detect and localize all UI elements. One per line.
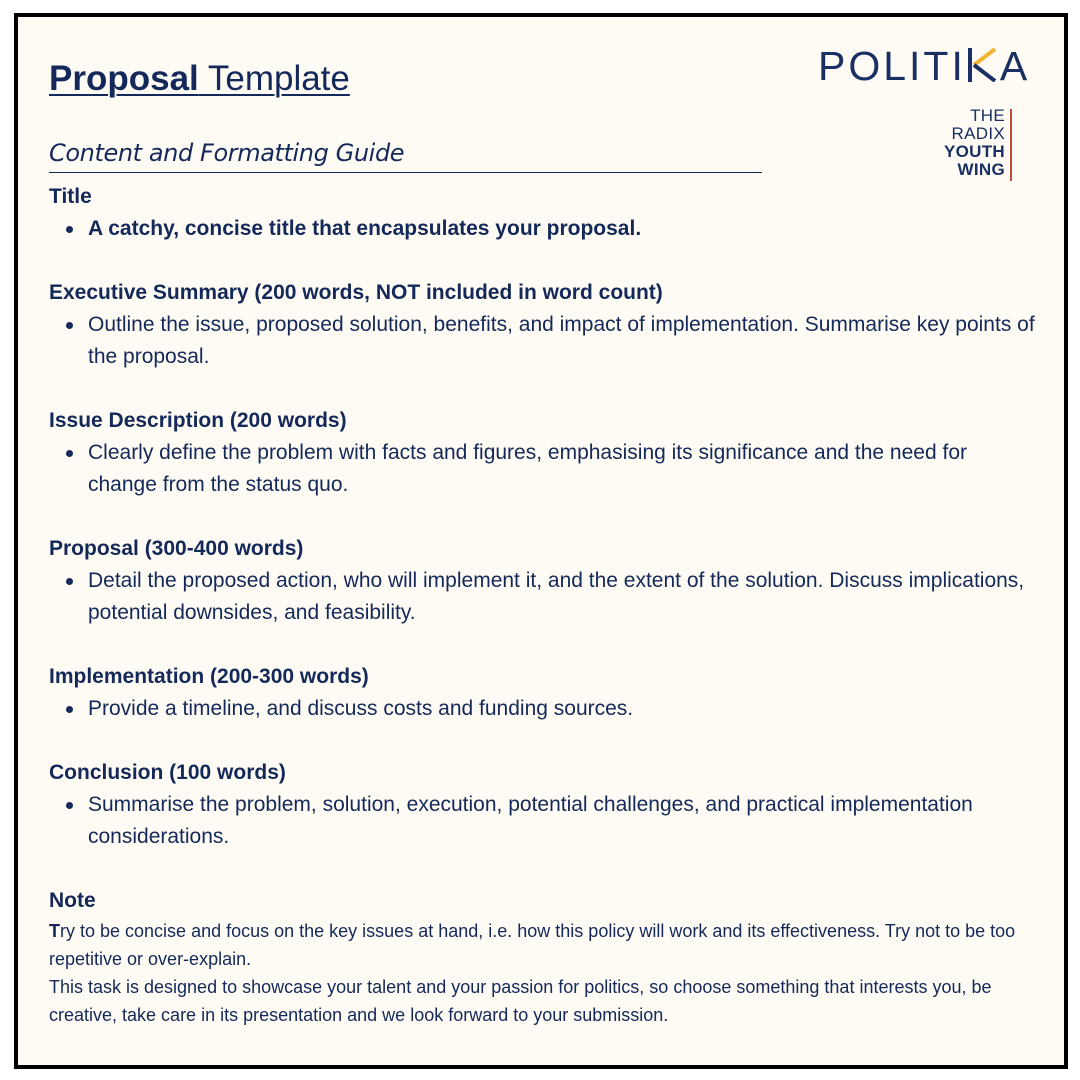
bullet-text: Outline the issue, proposed solution, benefits, and impact of implementation. Summarise key points of the proposal. xyxy=(88,313,1035,368)
logo-line-wing: WING xyxy=(957,160,1005,179)
logo-k-mark xyxy=(968,48,998,82)
bullet-text: Detail the proposed action, who will implement it, and the extent of the solution. Discuss implications, potential downsides, and feasibility. xyxy=(88,569,1025,624)
bullet-dot-icon xyxy=(66,450,73,457)
section-heading: Title xyxy=(49,185,92,208)
subtitle: Content and Formatting Guide xyxy=(49,137,762,173)
bullet-item xyxy=(49,309,1039,373)
note-paragraph: This task is designed to showcase your talent and your passion for politics, so choose something that interests you, be creative, take care in its presentation and we look forward to your submission. xyxy=(49,977,992,1025)
note-heading: Note xyxy=(49,889,96,912)
bullet-dot-icon xyxy=(66,802,73,809)
bullet-item xyxy=(49,213,1039,245)
section-heading: Conclusion (100 words) xyxy=(49,761,286,784)
bullet-list xyxy=(49,213,1039,245)
politika-logo xyxy=(818,43,1038,183)
bullet-text: Provide a timeline, and discuss costs and funding sources. xyxy=(88,697,634,720)
logo-line-the: THE xyxy=(970,106,1005,125)
page-title-bold: Proposal xyxy=(49,59,199,98)
logo-divider-bar xyxy=(1010,109,1012,181)
note-paragraph xyxy=(49,917,1039,973)
guide-content xyxy=(49,181,1039,1029)
bullet-list xyxy=(49,309,1039,373)
note-paragraph-text: ry to be concise and focus on the key issues at hand, i.e. how this policy will work and its effectiveness. Try not to be too repetitive or over-explain. xyxy=(49,921,1016,969)
bullet-list xyxy=(49,789,1039,853)
logo-subtext xyxy=(944,107,1005,179)
bullet-item xyxy=(49,693,1039,725)
note-first-letter: T xyxy=(49,921,60,941)
section-proposal xyxy=(49,533,1039,629)
bullet-dot-icon xyxy=(66,706,73,713)
bullet-text: A catchy, concise title that encapsulates your proposal. xyxy=(88,217,642,240)
section-issue-description xyxy=(49,405,1039,501)
document-page xyxy=(14,13,1068,1069)
logo-line-radix: RADIX xyxy=(951,124,1005,143)
logo-line-youth: YOUTH xyxy=(944,142,1005,161)
section-conclusion xyxy=(49,757,1039,853)
section-executive-summary xyxy=(49,277,1039,373)
bullet-list xyxy=(49,437,1039,501)
section-note xyxy=(49,885,1039,1029)
section-heading: Implementation (200-300 words) xyxy=(49,665,369,688)
page-title xyxy=(49,59,350,99)
bullet-item xyxy=(49,437,1039,501)
bullet-text: Clearly define the problem with facts and figures, emphasising its significance and the need for change from the status quo. xyxy=(88,441,967,496)
bullet-list xyxy=(49,565,1039,629)
logo-wordmark xyxy=(818,43,1030,89)
bullet-item xyxy=(49,789,1039,853)
logo-word-end: A xyxy=(999,43,1031,89)
section-heading: Proposal (300-400 words) xyxy=(49,537,304,560)
section-implementation xyxy=(49,661,1039,725)
page-title-rest: Template xyxy=(198,59,350,98)
bullet-dot-icon xyxy=(66,226,73,233)
bullet-list xyxy=(49,693,1039,725)
logo-word-start: POLITI xyxy=(818,43,966,89)
bullet-text: Summarise the problem, solution, execution, potential challenges, and practical implementation considerations. xyxy=(88,793,973,848)
bullet-dot-icon xyxy=(66,322,73,329)
section-heading: Issue Description (200 words) xyxy=(49,409,347,432)
bullet-dot-icon xyxy=(66,578,73,585)
section-heading: Executive Summary (200 words, NOT included in word count) xyxy=(49,281,663,304)
section-title xyxy=(49,181,1039,245)
bullet-item xyxy=(49,565,1039,629)
